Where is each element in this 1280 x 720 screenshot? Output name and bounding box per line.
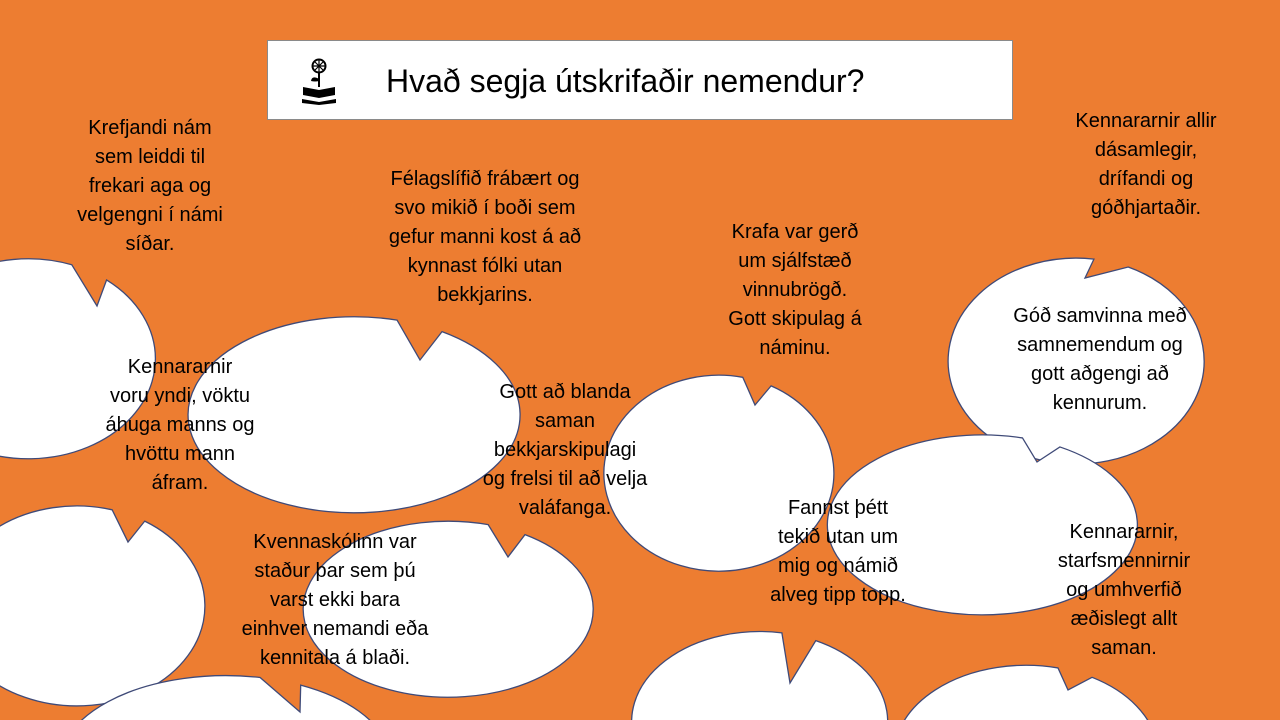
bubble-8-line: einhver nemandi eða (241, 617, 429, 640)
bubble-text-4 (1018, 62, 1274, 268)
bubble-9-line: mig og námið (777, 555, 899, 577)
bubble-5-line: kennurum. (1052, 392, 1148, 414)
bubble-7-line: bekkjarskipulagi (493, 438, 637, 461)
bubble-8-line: varst ekki bara (269, 588, 401, 611)
bubble-4-line: góðhjartaðir. (1090, 197, 1202, 219)
bubble-9-line: tekið utan um (777, 526, 899, 548)
bubble-text-3 (680, 192, 910, 388)
bubble-3-line: vinnubrögð. (742, 278, 848, 301)
bubble-6-line: áhuga manns og (105, 413, 255, 436)
bubble-1-line: frekari aga og (88, 174, 212, 197)
bubble-7-line: og frelsi til að velja (482, 467, 648, 490)
bubble-10-line: starfsmennirnir (1057, 549, 1191, 572)
bubble-9-line: Fannst þétt (787, 497, 889, 519)
bubble-4-line: Kennararnir allir (1075, 110, 1217, 132)
bubble-2-line: bekkjarins. (437, 283, 533, 306)
bubble-5-line: Góð samvinna með (1013, 305, 1187, 327)
bubble-text-7 (420, 362, 710, 538)
bubble-9-line: alveg tipp topp. (770, 584, 906, 606)
bubble-5-line: gott aðgengi að (1031, 363, 1169, 385)
bubble-text-2 (319, 139, 651, 335)
bubble-7-line: valáfanga. (518, 496, 612, 519)
bubble-6-line: Kennararnir (127, 355, 233, 378)
bubble-1-line: Krefjandi nám (88, 116, 212, 139)
bubble-3-line: Krafa var gerð (731, 220, 859, 243)
bubble-7-line: saman (534, 409, 596, 432)
bubble-10-line: og umhverfið (1066, 578, 1182, 601)
bubble-8-line: kennitala á blaði. (259, 646, 411, 669)
bubble-text-1 (23, 86, 277, 286)
bubble-5-line: samnemendum og (1017, 334, 1183, 356)
bubble-3-line: um sjálfstæð (738, 249, 852, 272)
bubble-text-6 (52, 325, 308, 525)
bubble-4-line: dásamlegir, (1094, 139, 1198, 161)
title-box (267, 40, 1013, 120)
bubble-text-10 (992, 500, 1256, 680)
bubble-2-line: gefur manni kost á að (388, 225, 582, 248)
bubble-8-line: staður þar sem þú (254, 559, 416, 582)
bubble-2-line: kynnast fólki utan (407, 254, 563, 277)
bubble-8-line: Kvennaskólinn var (253, 530, 417, 553)
bubble-10-line: saman. (1091, 636, 1157, 659)
bubble-text-5 (945, 270, 1255, 450)
bubble-6-line: áfram. (151, 471, 209, 494)
bubble-1-line: velgengni í námi (77, 203, 223, 226)
bubble-text-9 (710, 462, 966, 642)
bubble-6-line: hvöttu mann (124, 442, 236, 465)
bubble-2-line: svo mikið í boði sem (394, 196, 576, 219)
speech-bubble-9 (632, 632, 888, 720)
bubble-text-8 (170, 513, 500, 687)
bubble-1-line: síðar. (125, 232, 175, 255)
bubble-2-line: Félagslífið frábært og (390, 167, 580, 190)
bubble-3-line: Gott skipulag á (728, 307, 862, 330)
bubble-10-line: æðislegt allt (1070, 607, 1178, 630)
bubble-7-line: Gott að blanda (499, 380, 631, 403)
bubble-10-line: Kennararnir, (1069, 520, 1179, 543)
page-title: Hvað segja útskrifaðir nemendur? (386, 63, 865, 99)
bubble-3-line: náminu. (759, 336, 831, 359)
bubble-4-line: drífandi og (1098, 168, 1194, 190)
bubble-1-line: sem leiddi til (94, 145, 206, 168)
bubble-6-line: voru yndi, vöktu (109, 384, 251, 407)
school-logo-icon (300, 57, 338, 105)
